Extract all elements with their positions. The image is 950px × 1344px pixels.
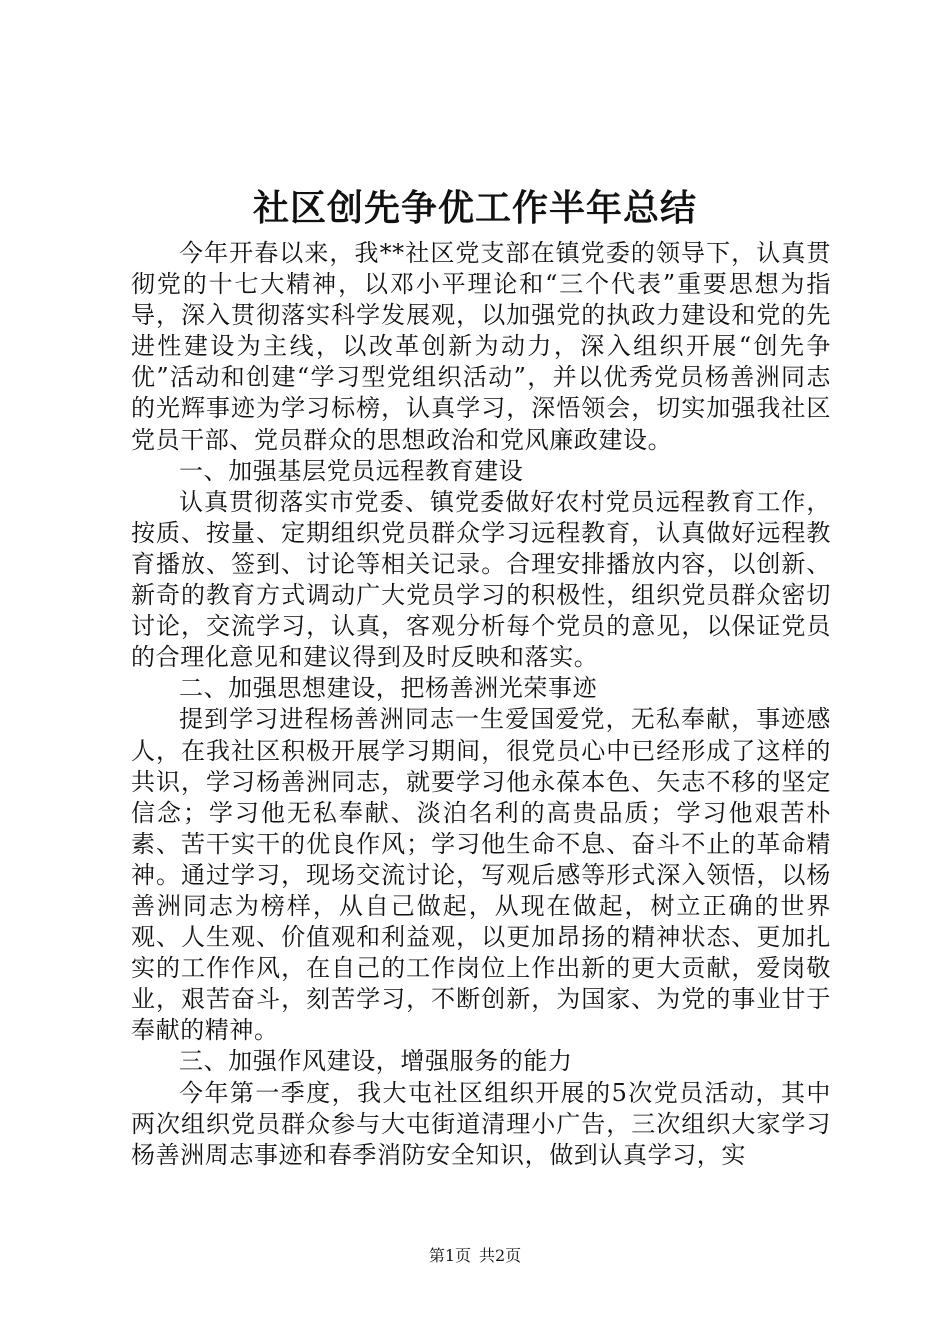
section-paragraph-3: 今年第一季度，我大屯社区组织开展的5次党员活动，其中两次组织党员群众参与大屯街道清理小广告，三次组织大家学习杨善洲周志事迹和春季消防安全知识，做到认真学习，实 (131, 1078, 831, 1169)
section-heading-1: 一、加强基层党员远程教育建设 (179, 456, 524, 485)
section-paragraph-1: 认真贯彻落实市党委、镇党委做好农村党员远程教育工作，按质、按量、定期组织党员群众学习远程教育，认真做好远程教育播放、签到、讨论等相关记录。合理安排播放内容，以创新、新奇的教育方式调动广大党员学习的积极性，组织党员群众密切讨论，交流学习，认真，客观分析每个党员的意见，以保证党员的合理化意见和建议得到及时反映和落实。 (131, 487, 831, 672)
intro-paragraph: 今年开春以来，我**社区党支部在镇党委的领导下，认真贯彻党的十七大精神，以邓小平理论和“三个代表”重要思想为指导，深入贯彻落实科学发展观，以加强党的执政力建设和党的先进性建设为主线，以改革创新为动力，深入组织开展“创先争优”活动和创建“学习型党组织活动”，并以优秀党员杨善洲同志的光辉事迹为学习标榜，认真学习，深悟领会，切实加强我社区党员干部、党员群众的思想政治和党风廉政建设。 (131, 239, 831, 454)
section-paragraph-2: 提到学习进程杨善洲同志一生爱国爱党，无私奉献，事迹感人，在我社区积极开展学习期间，很党员心中已经形成了这样的共识，学习杨善洲同志，就要学习他永葆本色、矢志不移的坚定信念；学习他无私奉献、淡泊名利的高贵品质；学习他艰苦朴素、苦干实干的优良作风；学习他生命不息、奋斗不止的革命精神。通过学习，现场交流讨论，写观后感等形式深入领悟，以杨善洲同志为榜样，从自己做起，从现在做起，树立正确的世界观、人生观、价值观和利益观，以更加昂扬的精神状态、更加扎实的工作作风，在自己的工作岗位上作出新的更大贡献，爱岗敬业，艰苦奋斗，刻苦学习，不断创新，为国家、为党的事业甘于奉献的精神。 (131, 705, 831, 1045)
document-body (131, 238, 831, 1171)
page-number: 第1页 (428, 1246, 471, 1265)
section-heading-3: 三、加强作风建设，增强服务的能力 (179, 1047, 573, 1076)
document-title: 社区创先争优工作半年总结 (252, 187, 697, 229)
section-heading-2: 二、加强思想建设，把杨善洲光荣事迹 (179, 674, 598, 703)
page-footer (0, 1245, 950, 1267)
page-total: 共2页 (479, 1246, 522, 1265)
